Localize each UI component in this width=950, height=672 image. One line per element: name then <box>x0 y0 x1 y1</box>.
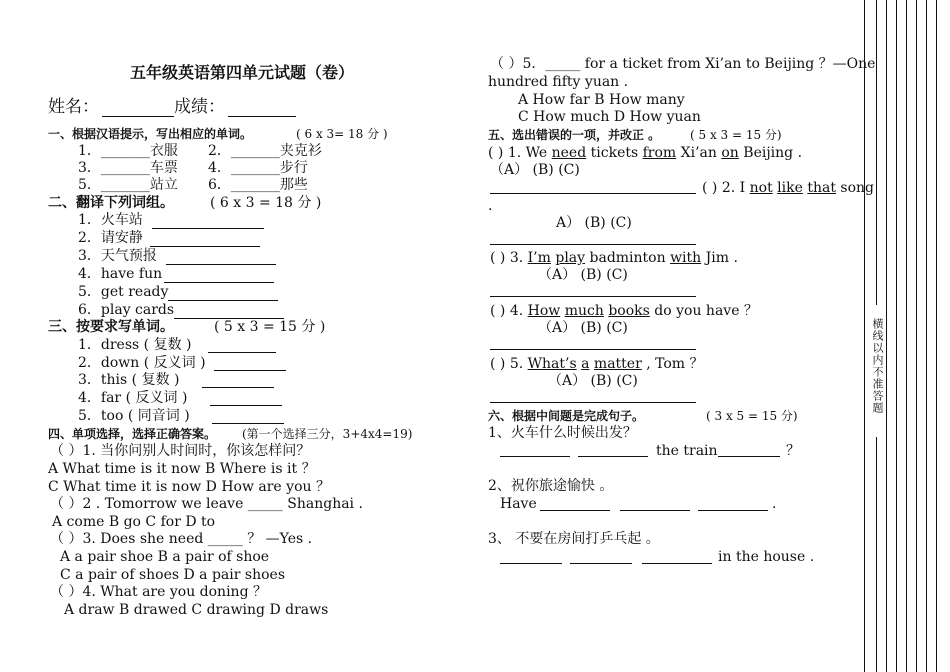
score-blank[interactable] <box>228 116 296 117</box>
answer-line[interactable] <box>214 370 286 371</box>
s2-item: 3．天气预报 <box>78 248 157 264</box>
s5-option-labels: （A） (B) (C) <box>538 320 628 336</box>
s5-question: ( ) 5. What’s a matter , Tom ？ <box>490 356 704 372</box>
section3-points: ( 5 x 3 = 15 分 ) <box>214 319 326 335</box>
s3-item: 2．down ( 反义词 ) <box>78 355 206 371</box>
s1-item: 3．_______车票 <box>78 160 178 176</box>
binding-line <box>864 0 865 672</box>
answer-line[interactable] <box>168 300 278 301</box>
section6-points: ( 3 x 5 = 15 分) <box>706 409 798 423</box>
answer-line[interactable] <box>578 456 648 457</box>
section4-heading: 四、单项选择，选择正确答案。 <box>48 427 217 441</box>
binding-line <box>886 0 887 672</box>
side-note: 横线以内不准答题 <box>871 318 884 414</box>
answer-line[interactable] <box>490 296 696 297</box>
s4-question: （ ）1. 当你问别人时间时，你该怎样问？ <box>50 443 311 459</box>
answer-line[interactable] <box>642 563 712 564</box>
answer-line[interactable] <box>152 228 264 229</box>
section2-heading: 二、翻译下列词组。 <box>48 195 174 211</box>
s2-item: 5．get ready <box>78 284 169 300</box>
s6-question: 1、火车什么时候出发？ <box>488 425 637 441</box>
answer-line[interactable] <box>164 282 274 283</box>
s5-option-labels: A） (B) (C) <box>556 215 632 231</box>
s4-options: A What time is it now B Where is it ？ <box>48 461 316 477</box>
s6-text: . <box>772 496 777 512</box>
s2-item: 2．请安静 <box>78 230 143 246</box>
s3-item: 4．far ( 反义词 ) <box>78 390 188 406</box>
s6-text: ？ <box>786 443 800 459</box>
s1-item: 1．_______衣服 <box>78 143 178 159</box>
s5-question: ( ) 2. I not like that song <box>702 180 875 196</box>
answer-line[interactable] <box>718 456 780 457</box>
answer-line[interactable] <box>210 405 282 406</box>
answer-line[interactable] <box>500 456 570 457</box>
s5-question: ( ) 1. We need tickets from Xi’an on Beijing . <box>488 145 803 161</box>
section5-points: ( 5 x 3 = 15 分) <box>690 128 782 142</box>
s3-item: 1．dress ( 复数 ) <box>78 337 192 353</box>
s6-question: 3、 不要在房间打乒乓起 。 <box>488 531 660 547</box>
answer-line[interactable] <box>490 244 696 245</box>
section3-heading: 三、按要求写单词。 <box>48 319 174 335</box>
s5-option-labels: （A） (B) (C) <box>490 162 580 178</box>
answer-line[interactable] <box>150 246 260 247</box>
s3-item: 5．too ( 同音词 ) <box>78 408 190 424</box>
s4-question: （ ）3. Does she need _____ ？ —Yes . <box>50 531 313 547</box>
answer-line[interactable] <box>490 402 696 403</box>
s6-question: 2、祝你旅途愉快 。 <box>488 478 614 494</box>
section2-points: ( 6 x 3 = 18 分 ) <box>210 195 322 211</box>
answer-line[interactable] <box>490 349 696 350</box>
s6-text: in the house . <box>718 549 815 565</box>
answer-line[interactable] <box>212 423 284 424</box>
binding-line <box>896 0 897 672</box>
s5-option-labels: （A） (B) (C) <box>538 267 628 283</box>
answer-line[interactable] <box>202 387 274 388</box>
section6-heading: 六、根据中间题是完成句子。 <box>488 409 645 423</box>
s1-item: 2．_______夹克衫 <box>208 143 322 159</box>
s4-options: A How far B How many <box>518 92 685 108</box>
binding-line <box>926 0 927 672</box>
section4-points: (第一个选择三分，3+4x4=19) <box>242 427 413 441</box>
answer-line[interactable] <box>620 510 690 511</box>
answer-line[interactable] <box>570 563 632 564</box>
s6-text: Have <box>500 496 537 512</box>
binding-line <box>906 0 907 672</box>
s5-question: ( ) 4. How much books do you have ？ <box>490 303 758 319</box>
answer-line[interactable] <box>166 264 276 265</box>
s4-options: A come B go C for D to <box>52 514 216 530</box>
name-label: 姓名： <box>48 97 99 117</box>
s1-item: 4．_______步行 <box>208 160 308 176</box>
s4-options: A a pair shoe B a pair of shoe <box>60 549 270 565</box>
s2-item: 6．play cards <box>78 302 175 318</box>
s4-options: C What time it is now D How are you ？ <box>48 479 330 495</box>
answer-line[interactable] <box>208 352 276 353</box>
answer-line[interactable] <box>698 510 768 511</box>
s1-item: 6．_______那些 <box>208 177 308 193</box>
s4-question: （ ）4. What are you doning ？ <box>50 584 267 600</box>
s4-options: C How much D How yuan <box>518 109 701 125</box>
s4-question: （ ）2 . Tomorrow we leave _____ Shanghai . <box>50 496 363 512</box>
score-label: 成绩： <box>174 97 225 117</box>
answer-line[interactable] <box>500 563 562 564</box>
page-title: 五年级英语第四单元试题（卷） <box>130 63 355 82</box>
section5-heading: 五、选出错误的一项，并改正 。 <box>488 128 661 142</box>
binding-line <box>916 0 917 672</box>
s5-question: ( ) 3. I’m play badminton with Jim . <box>490 250 738 266</box>
s4-question-cont: hundred fifty yuan . <box>488 74 629 90</box>
s4-options: C a pair of shoes D a pair shoes <box>60 567 285 583</box>
s3-item: 3．this ( 复数 ) <box>78 372 180 388</box>
section1-points: ( 6 x 3= 18 分 ) <box>296 127 388 141</box>
answer-line[interactable] <box>490 193 696 194</box>
s4-question: （ ）5．_____ for a ticket from Xi’an to Beijing ？—One <box>490 56 876 72</box>
s1-item: 5．_______站立 <box>78 177 178 193</box>
binding-line <box>936 0 937 672</box>
s2-item: 1．火车站 <box>78 212 143 228</box>
section1-heading: 一、根据汉语提示，写出相应的单词。 <box>48 127 253 141</box>
s6-text: the train <box>656 443 718 459</box>
s5-option-labels: （A） (B) (C) <box>548 373 638 389</box>
s4-options: A draw B drawed C drawing D draws <box>64 602 329 618</box>
s5-question-cont: . <box>488 198 493 214</box>
s2-item: 4．have fun <box>78 266 163 282</box>
name-blank[interactable] <box>102 116 174 117</box>
answer-line[interactable] <box>540 510 610 511</box>
